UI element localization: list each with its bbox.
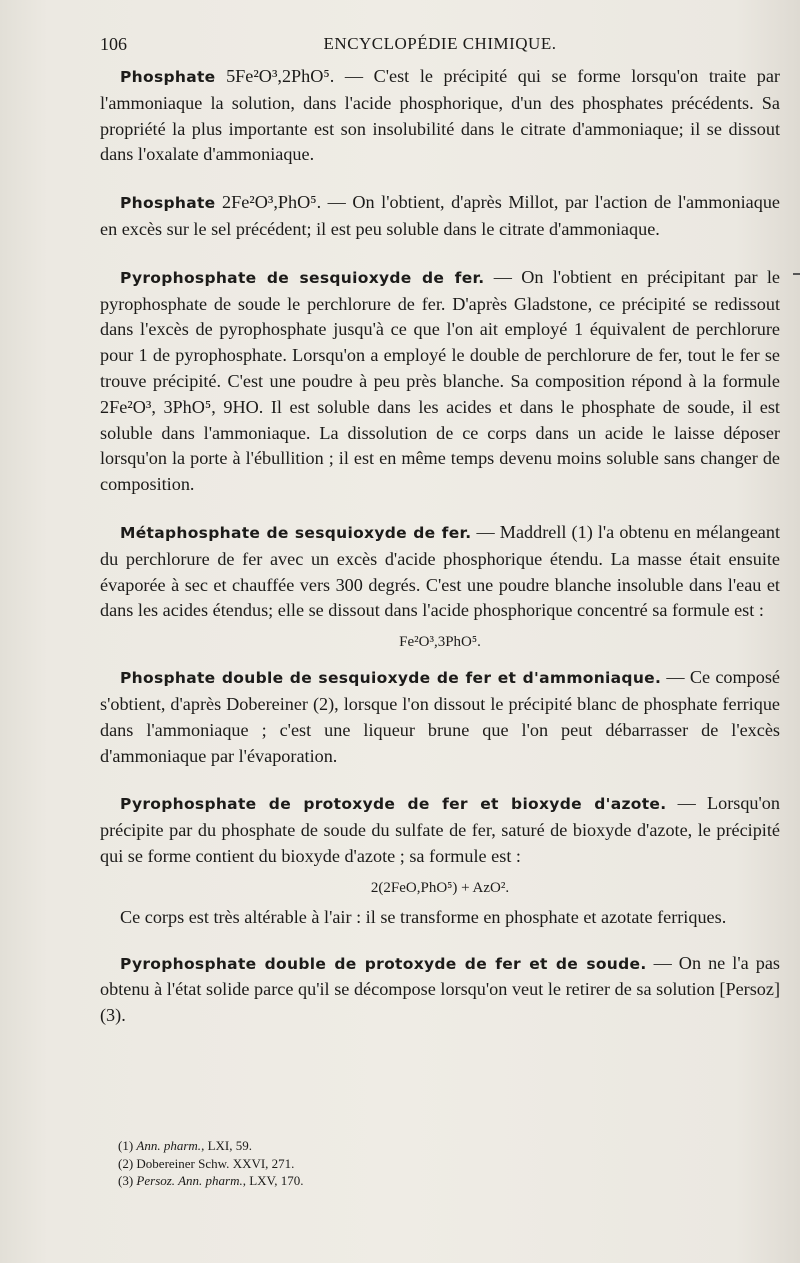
paragraph-text: 5Fe²O³,2PhO⁵. — C'est le précipité qui se forme lorsqu'on traite par l'ammoniaque la solution, dans l'acide phosphorique, d'un des phosphates précédents. Sa propriété la plus importante est son insolubilité dans le citrate d'ammoniaque; il se dissout dans l'oxalate d'ammoniaque. — [100, 66, 780, 165]
footnote-ref: , LXI, 59. — [201, 1138, 252, 1153]
margin-mark — [793, 273, 800, 275]
formula: Fe²O³,3PhO⁵. — [399, 634, 481, 651]
footnote-ref: XXVI, 271. — [229, 1155, 295, 1171]
paragraph-text: — On l'obtient en précipitant par le pyrophosphate de soude le perchlorure de fer. D'après Gladstone, ce précipité se redissout dans l'excès de pyrophosphate jusqu'à ce que l'on ait employé 1 équivalent de perchlorure pour 1 de pyrophosphate. Lorsqu'on a employé le double de perchlorure de fer, tout le fer se trouve précipité. C'est une poudre à peu près blanche. Sa composition répond à la formule 2Fe²O³, 3PhO⁵, 9HO. Il est soluble dans les acides et dans le phosphate de soude, il est soluble dans l'ammoniaque. La dissolution de ce corps dans un acide le laisse déposer lorsqu'on la porte à l'ébullition ; il est en même temps devenu moins soluble sans changer de composition. — [100, 266, 780, 495]
footnote-source: Ann. pharm. — [136, 1138, 202, 1153]
paragraph-text: 2Fe²O³,PhO⁵. — On l'obtient, d'après Millot, par l'action de l'ammoniaque en excès sur le sel précédent; il est peu soluble dans le citrate d'ammoniaque. — [100, 192, 780, 239]
section-heading: Phosphate — [120, 68, 216, 86]
paragraph-metaphosphate — [100, 520, 780, 624]
paragraph-text: — On ne l'a pas obtenu à l'état solide parce qu'il se décompose lorsqu'on veut le retirer de sa solution [Persoz] (3). — [100, 952, 780, 1026]
footnote — [118, 1137, 758, 1155]
paragraph-continuation: Ce corps est très altérable à l'air : il se transforme en phosphate et azotate ferriques. — [120, 906, 727, 927]
section-heading: Métaphosphate de sesquioxyde de fer. — [120, 523, 472, 542]
paragraph-phosphate-double-ammoniaque — [100, 665, 780, 769]
section-heading: Pyrophosphate de protoxyde de fer et bioxyde d'azote. — [120, 795, 667, 814]
footnote — [118, 1172, 758, 1190]
formula: 2(2FeO,PhO⁵) + AzO². — [370, 879, 510, 896]
paragraph-text: — Maddrell (1) l'a obtenu en mélangeant du perchlorure de fer avec un excès d'acide phosphorique étendu. La masse était ensuite évaporée à sec et chauffée vers 300 degrés. C'est une poudre blanche insoluble dans l'eau et dans les acides étendus; elle se dissout dans l'acide phosphorique concentré sa formule est : — [100, 521, 780, 621]
page-body — [100, 64, 780, 1029]
paragraph-text: — Lorsqu'on précipite par du phosphate de soude du sulfate de fer, saturé de bioxyde d'azote, le précipité qui se forme contient du bioxyde d'azote ; sa formule est : — [100, 793, 780, 866]
footnote-mark: (2) — [118, 1155, 134, 1171]
section-heading: Phosphate — [120, 194, 216, 213]
footnotes — [118, 1137, 758, 1190]
paragraph-pyrophosphate-sesquioxyde — [100, 265, 780, 498]
section-heading: Phosphate double de sesquioxyde de fer et d'ammoniaque. — [120, 669, 662, 688]
paragraph-text: — Ce composé s'obtient, d'après Dobereiner (2), lorsque l'on dissout le précipité blanc de phosphate ferrique dans l'ammoniaque ; c'est une liqueur brune que l'on peut débarrasser de l'excès d'ammoniaque par l'évaporation. — [100, 667, 780, 766]
page-number: 106 — [100, 34, 127, 54]
footnote-mark: (3) — [118, 1173, 134, 1188]
footnote-mark: (1) — [118, 1138, 134, 1153]
page-header — [100, 34, 780, 62]
section-heading: Pyrophosphate de sesquioxyde de fer. — [120, 268, 485, 287]
paragraph-pyrophosphate-double-soude — [100, 951, 780, 1029]
section-heading: Pyrophosphate double de protoxyde de fer et de soude. — [120, 954, 647, 973]
footnote-ref: , LXV, 170. — [242, 1173, 304, 1188]
footnote-source: Persoz. Ann. pharm. — [136, 1173, 243, 1188]
running-head: ENCYCLOPÉDIE CHIMIQUE. — [323, 34, 557, 53]
footnote — [118, 1155, 758, 1173]
paragraph-phosphate-2 — [100, 190, 780, 243]
paragraph-pyrophosphate-bioxyde-azote — [100, 791, 780, 869]
footnote-source: Dobereiner Schw. — [136, 1155, 230, 1171]
paragraph-phosphate-5 — [100, 64, 780, 168]
